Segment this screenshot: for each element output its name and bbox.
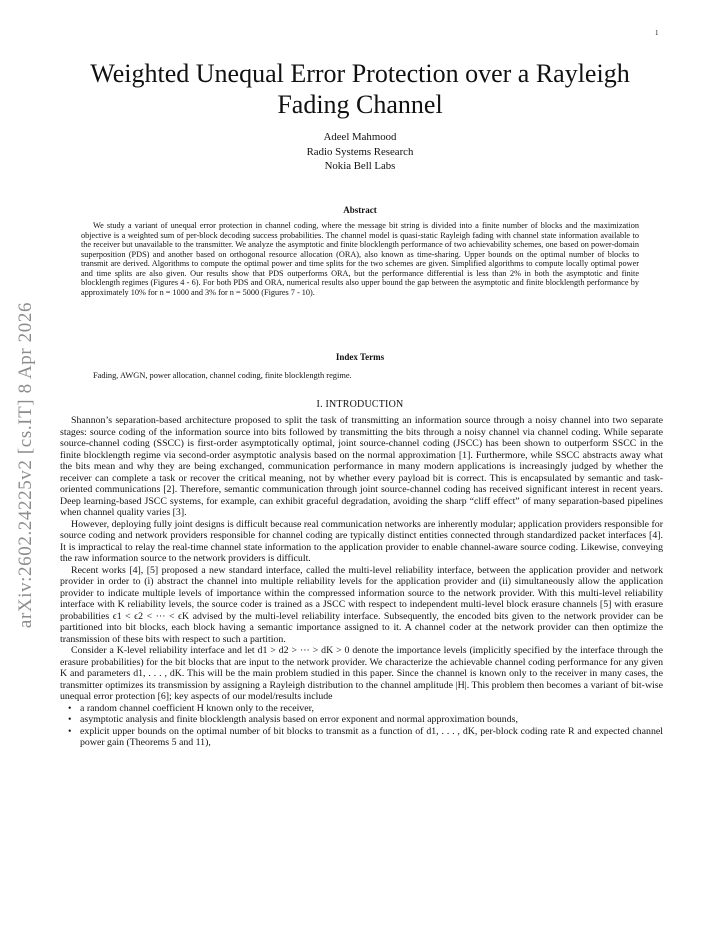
author-block: [60, 130, 660, 174]
abstract-heading: Abstract: [343, 205, 377, 215]
list-item: • explicit upper bounds on the optimal number of bit blocks to transmit as a function of d1, . . . , dK, per-block coding rate R and expected channel power gain (Theorems 5 and 11),: [60, 726, 663, 749]
page-number: 1: [655, 29, 659, 37]
section-heading: I. INTRODUCTION: [316, 399, 404, 410]
index-terms-text: Fading, AWGN, power allocation, channel coding, finite blocklength regime.: [93, 371, 352, 380]
author-affiliation: Radio Systems Research: [306, 145, 414, 158]
paper-title: Weighted Unequal Error Protection over a Rayleigh Fading Channel: [90, 59, 630, 119]
author-name: Adeel Mahmood: [323, 131, 397, 143]
arxiv-stamp-text: arXiv:2602.24225v2 [cs.IT] 8 Apr 2026: [15, 301, 36, 629]
index-terms-heading: Index Terms: [335, 352, 385, 362]
list-item: • a random channel coefficient H known only to the receiver,: [60, 703, 663, 715]
abstract-text: We study a variant of unequal error protection in channel coding, where the message bit string is divided into a finite number of blocks and the maximization objective is a weighted sum of per-block decoding success probabilities. The channel model is quasi-static Rayleigh fading with channel state information available to the receiver but unavailable to the transmitter. We analyze the asymptotic and finite blocklength performance of two achievability schemes, one based on power-domain superposition (PDS) and another based on orthogonal resource allocation (ORA), also known as time-sharing. Upper bounds on the optimal number of blocks to transmit are derived. Algorithms to compute the optimal power and time splits for the two schemes are given. Simplified algorithms to compute locally optimal power and time splits are also given. Our results show that PDS outperforms ORA, but the performance differential is less than 2% in both the asymptotic and finite blocklength regimes (Figures 4 - 6). For both PDS and ORA, numerical results also upper bound the gap between the asymptotic and finite blocklength performance by approximately 10% for n = 1000 and 3% for n = 5000 (Figures 7 - 10).: [81, 221, 639, 297]
section-body: [60, 415, 663, 749]
contribution-list: [60, 703, 663, 749]
paragraph-1: Shannon’s separation-based architecture proposed to split the task of transmitting an information source through a noisy channel into two separate stages: source coding of the information source into bits followed by transmitting the bits through a noisy channel via channel coding. While separate source-channel coding (SSCC) is first-order asymptotically optimal, joint source-channel coding (JSCC) has been shown to outperform SSCC in the finite blocklength regime via second-order asymptotic analysis based on the normal approximation [1]. Furthermore, while SSCC abstracts away what the bits mean and why they are being exchanged, communication performance in many modern applications is increasingly judged by whether the receiver can complete a task or recover the critical meaning, not by whether every payload bit is correct. This is encapsulated by semantic and task-oriented communications [2]. Therefore, semantic communication through joint source-channel coding has received significant interest in recent years. Deep learning-based JSCC systems, for example, can exhibit graceful degradation, avoiding the sharp “cliff effect” of many separation-based pipelines when channel quality varies [3].: [60, 415, 663, 518]
paragraph-3: Recent works [4], [5] proposed a new standard interface, called the multi-level reliability interface, between the application provider and network provider in order to (i) abstract the channel into multiple reliability levels for the application provider and (ii) simultaneously allow the application provider to indicate multiple levels of importance within the compressed information source to the network provider. With this multi-level reliability interface with K reliability levels, the source coder is trained as a JSCC with respect to independent multi-level block erasure channels [5] with erasure probabilities ϵ1 < ϵ2 < ··· < ϵK advised by the multi-level reliability interface. Subsequently, the encoded bits given to the network provider can be partitioned into bit blocks, each block having a semantic importance assigned to it. A channel coder at the network provider can then optimize the transmission of these bits with respect to such a partition.: [60, 564, 663, 645]
arxiv-stamp: [8, 270, 44, 660]
author-organization: Nokia Bell Labs: [324, 160, 396, 172]
list-item: • asymptotic analysis and finite blocklength analysis based on error exponent and normal approximation bounds,: [60, 714, 663, 726]
paragraph-4: Consider a K-level reliability interface and let d1 > d2 > ··· > dK > 0 denote the importance levels (implicitly specified by the interface through the erasure probabilities) for the bit blocks that are input to the network provider. We characterize the achievable channel coding performance for any given K and parameters d1, . . . , dK. This will be the main problem studied in this paper. Since the channel is known only to the receiver in many cases, the transmitter optimizes its transmission by assigning a Rayleigh distribution to the channel amplitude |H|. This problem then becomes a variant of bit-wise unequal error protection [6]; key aspects of our model/results include: [60, 645, 663, 702]
paragraph-2: However, deploying fully joint designs is difficult because real communication networks are inherently modular; application providers responsible for source coding and network providers responsible for channel coding are typically distinct entities connected through standardized packet interfaces [4]. It is impractical to relay the real-time channel state information to the application provider to enable channel-aware source coding. Likewise, conveying the raw information source to the network providers is difficult.: [60, 518, 663, 564]
